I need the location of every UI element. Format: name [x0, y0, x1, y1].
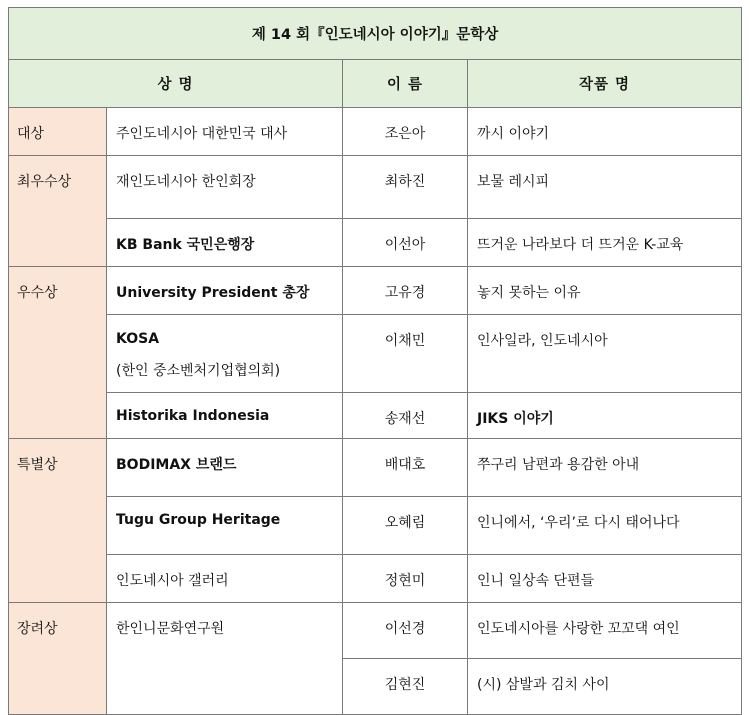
- header-award: 상 명: [9, 60, 343, 108]
- org-cell: 인도네시아 갤러리: [107, 555, 343, 603]
- work-cell: 인사일라, 인도네시아: [468, 315, 742, 393]
- category-cell: 최우수상: [9, 156, 107, 267]
- category-cell: 장려상: [9, 603, 107, 715]
- table-row: [9, 219, 742, 267]
- org-cell: Historika Indonesia: [107, 393, 343, 439]
- table-row: [9, 156, 742, 219]
- work-cell: JIKS 이야기: [468, 393, 742, 439]
- org-cell: BODIMAX 브랜드: [107, 439, 343, 497]
- name-cell: 오혜림: [343, 497, 468, 555]
- category-cell: 대상: [9, 108, 107, 156]
- table-title: 제 14 회『인도네시아 이야기』문학상: [9, 8, 742, 60]
- name-cell: 조은아: [343, 108, 468, 156]
- org-cell: 재인도네시아 한인회장: [107, 156, 343, 219]
- org-cell: 한인니문화연구원: [107, 603, 343, 715]
- name-cell: 최하진: [343, 156, 468, 219]
- table-row: [9, 315, 742, 393]
- table-row: [9, 555, 742, 603]
- work-cell: 인니에서, ‘우리’로 다시 태어나다: [468, 497, 742, 555]
- name-cell: 김현진: [343, 659, 468, 715]
- name-cell: 배대호: [343, 439, 468, 497]
- table-row: [9, 439, 742, 497]
- name-cell: 정현미: [343, 555, 468, 603]
- table-row: [9, 108, 742, 156]
- work-cell: 쭈구리 남편과 용감한 아내: [468, 439, 742, 497]
- work-cell: 인니 일상속 단편들: [468, 555, 742, 603]
- org-cell: Tugu Group Heritage: [107, 497, 343, 555]
- award-table: [8, 7, 742, 715]
- name-cell: 이선아: [343, 219, 468, 267]
- org-line: KOSA: [116, 331, 160, 347]
- name-cell: 이채민: [343, 315, 468, 393]
- work-cell: 놓지 못하는 이유: [468, 267, 742, 315]
- header-name: 이 름: [343, 60, 468, 108]
- table-row: [9, 393, 742, 439]
- org-cell: [107, 315, 343, 393]
- work-cell: 뜨거운 나라보다 더 뜨거운 K-교육: [468, 219, 742, 267]
- work-cell: 보물 레시피: [468, 156, 742, 219]
- name-cell: 이선경: [343, 603, 468, 659]
- org-line: (한인 중소벤처기업협의회): [116, 363, 281, 379]
- work-cell: 인도네시아를 사랑한 꼬꼬댁 여인: [468, 603, 742, 659]
- name-cell: 송재선: [343, 393, 468, 439]
- org-cell: 주인도네시아 대한민국 대사: [107, 108, 343, 156]
- org-cell: KB Bank 국민은행장: [107, 219, 343, 267]
- table-row: [9, 267, 742, 315]
- org-cell: University President 총장: [107, 267, 343, 315]
- table-row: [9, 497, 742, 555]
- category-cell: 특별상: [9, 439, 107, 603]
- name-cell: 고유경: [343, 267, 468, 315]
- category-cell: 우수상: [9, 267, 107, 439]
- table-row: [9, 603, 742, 659]
- work-cell: 까시 이야기: [468, 108, 742, 156]
- header-work: 작품 명: [468, 60, 742, 108]
- work-cell: (시) 삼발과 김치 사이: [468, 659, 742, 715]
